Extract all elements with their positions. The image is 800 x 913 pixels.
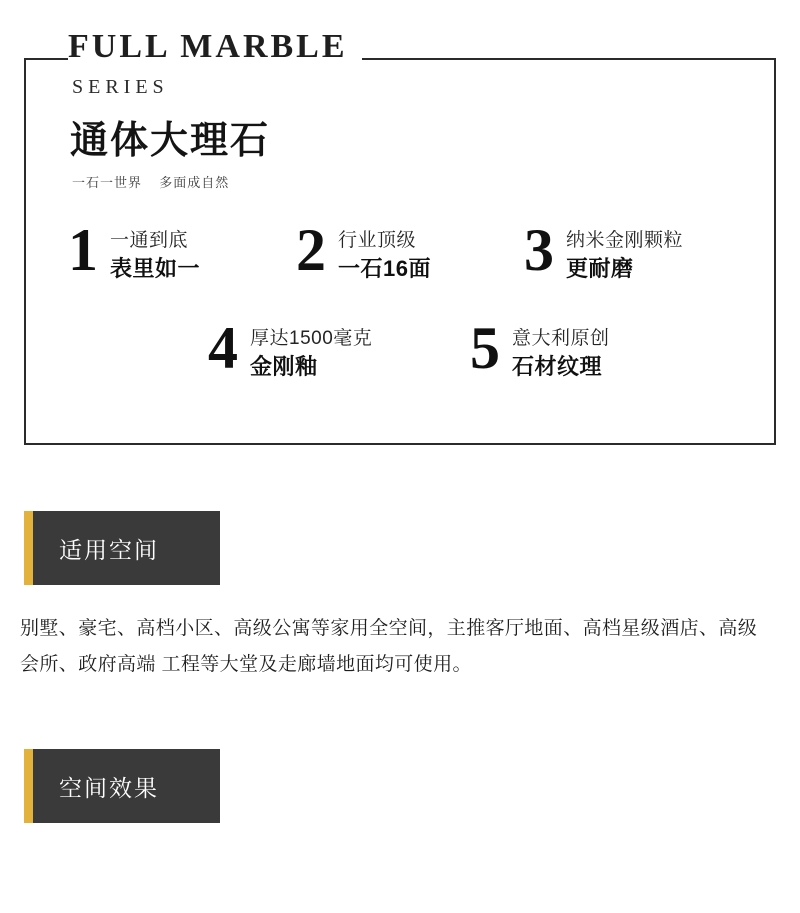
spacer bbox=[0, 445, 800, 511]
brand-subtitle bbox=[72, 172, 776, 191]
feature-line-secondary: 石材纹理 bbox=[512, 354, 603, 380]
hero-panel bbox=[24, 30, 776, 445]
feature-line-primary: 意大利原创 bbox=[512, 328, 610, 350]
accent-bar bbox=[24, 511, 33, 585]
section-plate bbox=[33, 749, 220, 823]
feature-line-primary: 纳米金刚颗粒 bbox=[566, 230, 684, 251]
feature-text bbox=[512, 323, 610, 381]
feature-item bbox=[68, 217, 296, 283]
feature-line-secondary: 表里如一 bbox=[110, 255, 201, 281]
feature-item bbox=[524, 217, 752, 283]
feature-number: 5 bbox=[470, 315, 500, 382]
feature-item bbox=[296, 217, 524, 283]
feature-item bbox=[208, 315, 470, 382]
feature-text bbox=[338, 225, 431, 283]
feature-text bbox=[250, 323, 372, 381]
section-body-applicable-space: 别墅、豪宅、高档小区、高级公寓等家用全空间，主推客厅地面、高档星级酒店、高级会所、政府高端 工程等大堂及走廊墙地面均可使用。 bbox=[20, 618, 758, 676]
brand-subtitle-left: 一石一世界 bbox=[72, 175, 143, 190]
feature-line-secondary: 一石16面 bbox=[338, 255, 431, 281]
spacer bbox=[0, 683, 800, 749]
accent-bar bbox=[24, 749, 33, 823]
feature-item bbox=[470, 315, 732, 382]
feature-line-primary: 厚达1500毫克 bbox=[250, 328, 373, 350]
brand-series-label: SERIES bbox=[72, 76, 169, 98]
brand-title-en: FULL MARBLE bbox=[68, 30, 362, 64]
section-heading-applicable-space bbox=[24, 511, 220, 585]
feature-line-secondary: 更耐磨 bbox=[566, 255, 634, 281]
feature-line-primary: 行业顶级 bbox=[338, 230, 417, 251]
feature-text bbox=[110, 225, 200, 283]
feature-line-primary: 一通到底 bbox=[110, 230, 189, 251]
feature-number: 1 bbox=[68, 217, 98, 283]
feature-row-1 bbox=[68, 217, 776, 283]
hero-content bbox=[24, 30, 776, 382]
feature-line-secondary: 金刚釉 bbox=[250, 354, 318, 380]
section-heading-space-effect bbox=[24, 749, 220, 823]
feature-row-2 bbox=[68, 315, 776, 382]
feature-text bbox=[566, 225, 683, 283]
feature-number: 3 bbox=[524, 217, 554, 283]
section-plate bbox=[33, 511, 220, 585]
section-title: 适用空间 bbox=[59, 536, 159, 563]
feature-number: 2 bbox=[296, 217, 326, 283]
section-title: 空间效果 bbox=[59, 774, 159, 801]
brand-title-cn: 通体大理石 bbox=[70, 120, 271, 162]
brand-subtitle-right: 多面成自然 bbox=[159, 175, 230, 190]
feature-number: 4 bbox=[208, 315, 238, 382]
